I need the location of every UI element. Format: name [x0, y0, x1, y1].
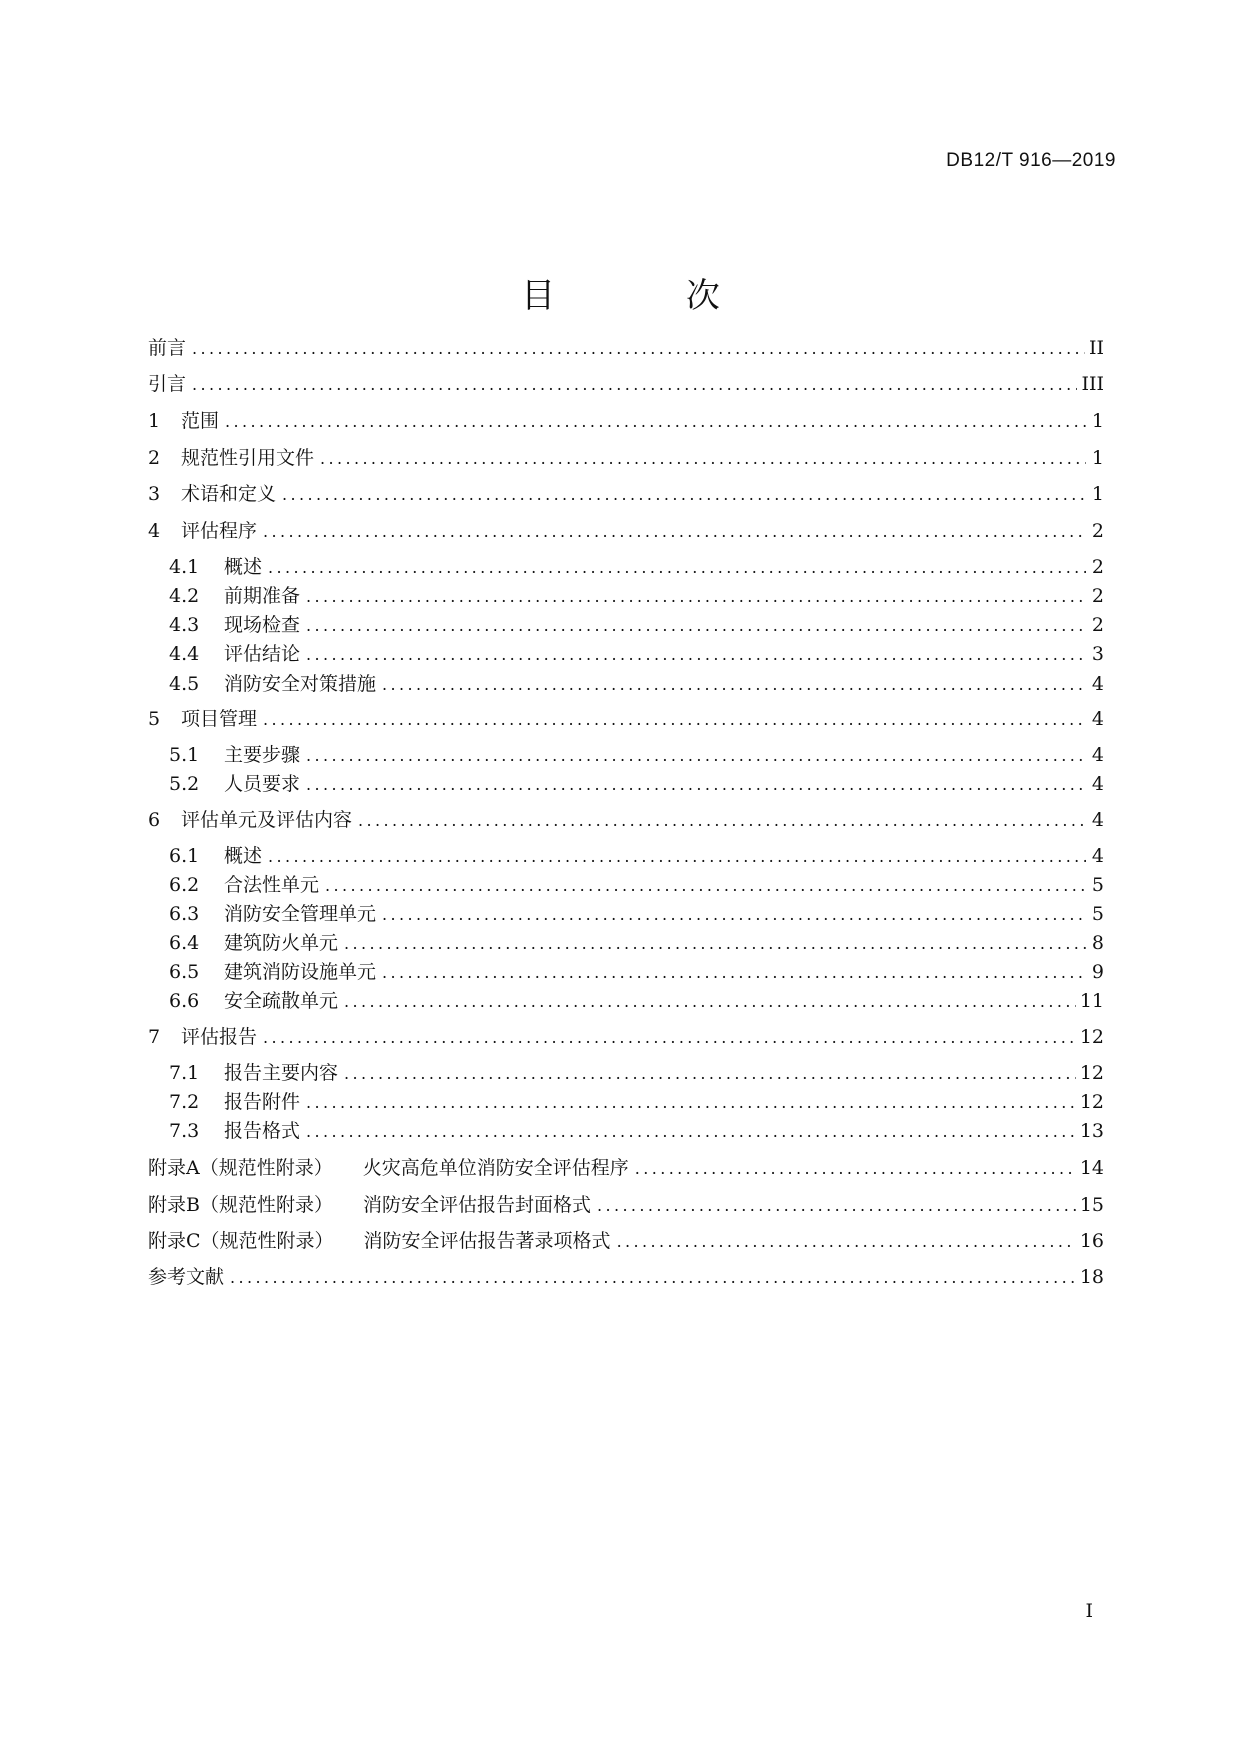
toc-title: 报告格式 [224, 1120, 301, 1142]
page-title: 目 次 [521, 276, 780, 316]
toc-entry[interactable] [148, 518, 1104, 544]
toc-number: 6.6 [169, 990, 200, 1012]
dot-leader [282, 482, 1086, 508]
toc-title: 主要步骤 [224, 744, 301, 766]
toc-number: 6.5 [169, 961, 200, 983]
toc-entry-appendix-b[interactable] [148, 1192, 1104, 1218]
toc-title: 建筑消防设施单元 [224, 961, 377, 983]
toc-number: 5.1 [169, 744, 200, 766]
toc-title: 报告主要内容 [224, 1062, 339, 1084]
toc-entry[interactable] [148, 807, 1104, 833]
toc-title: 评估单元及评估内容 [181, 809, 353, 831]
toc-title: 消防安全管理单元 [224, 903, 377, 925]
toc-subentry[interactable] [148, 1060, 1104, 1086]
toc-page: III [1081, 373, 1104, 395]
standard-code: DB12/T 916—2019 [946, 150, 1116, 171]
toc-page: 2 [1091, 585, 1104, 607]
toc-page: 4 [1091, 809, 1104, 831]
toc-number: 1 [148, 410, 161, 432]
toc-title: 现场检查 [224, 614, 301, 636]
toc-title: 前期准备 [224, 585, 301, 607]
toc-subentry[interactable] [148, 1089, 1104, 1115]
toc-number: 7.2 [169, 1091, 200, 1113]
dot-leader [225, 409, 1086, 435]
toc-title: 规范性引用文件 [181, 447, 315, 469]
toc-entry-appendix-a[interactable] [148, 1155, 1104, 1181]
dot-leader [597, 1193, 1076, 1219]
toc-number: 4.5 [169, 673, 200, 695]
toc-subentry[interactable] [148, 671, 1104, 697]
toc-subentry[interactable] [148, 641, 1104, 667]
toc-entry-references[interactable] [148, 1264, 1104, 1290]
toc-page: 12 [1079, 1062, 1104, 1084]
toc-page: 12 [1079, 1026, 1104, 1048]
toc-title: 项目管理 [181, 708, 258, 730]
dot-leader [382, 960, 1086, 986]
dot-leader [230, 1265, 1076, 1291]
toc-entry[interactable] [148, 1024, 1104, 1050]
dot-leader [306, 642, 1086, 668]
toc-title: 安全疏散单元 [224, 990, 339, 1012]
toc-page: 4 [1091, 673, 1104, 695]
toc-title: 人员要求 [224, 773, 301, 795]
toc-subentry[interactable] [148, 959, 1104, 985]
toc-page: 8 [1091, 932, 1104, 954]
toc-title: 合法性单元 [224, 874, 320, 896]
toc-number: 7.1 [169, 1062, 200, 1084]
dot-leader [263, 707, 1086, 733]
toc-title: 前言 [148, 337, 187, 359]
toc-page: 3 [1091, 643, 1104, 665]
toc-subentry[interactable] [148, 872, 1104, 898]
toc-title: 评估报告 [181, 1026, 258, 1048]
toc-title: 概述 [224, 556, 263, 578]
toc-number: 6.4 [169, 932, 200, 954]
toc-number: 6 [148, 809, 161, 831]
toc-subentry[interactable] [148, 930, 1104, 956]
toc-page: 2 [1091, 556, 1104, 578]
toc-subentry[interactable] [148, 1118, 1104, 1144]
toc-entry[interactable] [148, 408, 1104, 434]
dot-leader [268, 844, 1086, 870]
page-number: I [1085, 1600, 1093, 1622]
toc-page: 4 [1091, 708, 1104, 730]
dot-leader [382, 902, 1086, 928]
toc-number: 5 [148, 708, 161, 730]
toc-entry-introduction[interactable] [148, 371, 1104, 397]
toc-number: 4.3 [169, 614, 200, 636]
dot-leader [617, 1229, 1076, 1255]
toc-title: 概述 [224, 845, 263, 867]
toc-page: 5 [1091, 874, 1104, 896]
dot-leader [344, 1061, 1076, 1087]
dot-leader [635, 1156, 1076, 1182]
toc-subentry[interactable] [148, 742, 1104, 768]
toc-subentry[interactable] [148, 612, 1104, 638]
toc-page: 18 [1079, 1266, 1104, 1288]
toc-entry-preface[interactable] [148, 335, 1104, 361]
dot-leader [306, 584, 1086, 610]
toc-title: 参考文献 [148, 1266, 225, 1288]
toc-page: 2 [1091, 520, 1104, 542]
toc-number: 6.3 [169, 903, 200, 925]
toc-number: 4 [148, 520, 161, 542]
toc-page: 16 [1079, 1230, 1104, 1252]
toc-number: 4.4 [169, 643, 200, 665]
dot-leader [358, 808, 1086, 834]
toc-title: 术语和定义 [181, 483, 277, 505]
dot-leader [306, 1090, 1076, 1116]
toc-entry-appendix-c[interactable] [148, 1228, 1104, 1254]
toc-title: 范围 [181, 410, 220, 432]
toc-page: 9 [1091, 961, 1104, 983]
table-of-contents [148, 0, 1104, 1755]
toc-number: 4.2 [169, 585, 200, 607]
toc-page: 13 [1079, 1120, 1104, 1142]
toc-number: 7 [148, 1026, 161, 1048]
toc-page: 15 [1079, 1194, 1104, 1216]
toc-title: 建筑防火单元 [224, 932, 339, 954]
toc-number: 6.2 [169, 874, 200, 896]
toc-title: 评估程序 [181, 520, 258, 542]
dot-leader [325, 873, 1086, 899]
toc-subentry[interactable] [148, 583, 1104, 609]
toc-number: 5.2 [169, 773, 200, 795]
toc-page: 4 [1091, 773, 1104, 795]
toc-page: 14 [1079, 1157, 1104, 1179]
toc-subentry[interactable] [148, 843, 1104, 869]
toc-title: 火灾高危单位消防安全评估程序 [362, 1157, 629, 1179]
toc-entry[interactable] [148, 706, 1104, 732]
toc-page: 5 [1091, 903, 1104, 925]
dot-leader [263, 519, 1086, 545]
dot-leader [344, 989, 1076, 1015]
dot-leader [263, 1025, 1076, 1051]
toc-page: 12 [1079, 1091, 1104, 1113]
toc-title: 消防安全对策措施 [224, 673, 377, 695]
toc-number: 2 [148, 447, 161, 469]
dot-leader [306, 772, 1086, 798]
toc-page: 1 [1091, 410, 1104, 432]
toc-subentry[interactable] [148, 554, 1104, 580]
toc-number: 3 [148, 483, 161, 505]
toc-number: 6.1 [169, 845, 200, 867]
toc-subentry[interactable] [148, 901, 1104, 927]
appendix-label: 附录A（规范性附录） [148, 1157, 333, 1179]
toc-number: 4.1 [169, 556, 200, 578]
dot-leader [192, 372, 1077, 398]
toc-entry[interactable] [148, 481, 1104, 507]
toc-title: 评估结论 [224, 643, 301, 665]
toc-title: 消防安全评估报告著录项格式 [363, 1230, 611, 1252]
dot-leader [382, 672, 1086, 698]
dot-leader [306, 743, 1086, 769]
toc-entry[interactable] [148, 445, 1104, 471]
dot-leader [306, 613, 1086, 639]
toc-subentry[interactable] [148, 771, 1104, 797]
toc-page: 11 [1079, 990, 1104, 1012]
toc-title: 消防安全评估报告封面格式 [362, 1194, 591, 1216]
dot-leader [344, 931, 1086, 957]
toc-page: II [1088, 337, 1104, 359]
toc-page: 4 [1091, 845, 1104, 867]
dot-leader [192, 336, 1085, 362]
dot-leader [268, 555, 1086, 581]
toc-page: 1 [1091, 483, 1104, 505]
toc-title: 引言 [148, 373, 187, 395]
appendix-label: 附录B（规范性附录） [148, 1194, 333, 1216]
toc-number: 7.3 [169, 1120, 200, 1142]
appendix-label: 附录C（规范性附录） [148, 1230, 334, 1252]
toc-subentry[interactable] [148, 988, 1104, 1014]
toc-page: 2 [1091, 614, 1104, 636]
toc-page: 4 [1091, 744, 1104, 766]
dot-leader [320, 446, 1086, 472]
dot-leader [306, 1119, 1076, 1145]
toc-title: 报告附件 [224, 1091, 301, 1113]
toc-page: 1 [1091, 447, 1104, 469]
